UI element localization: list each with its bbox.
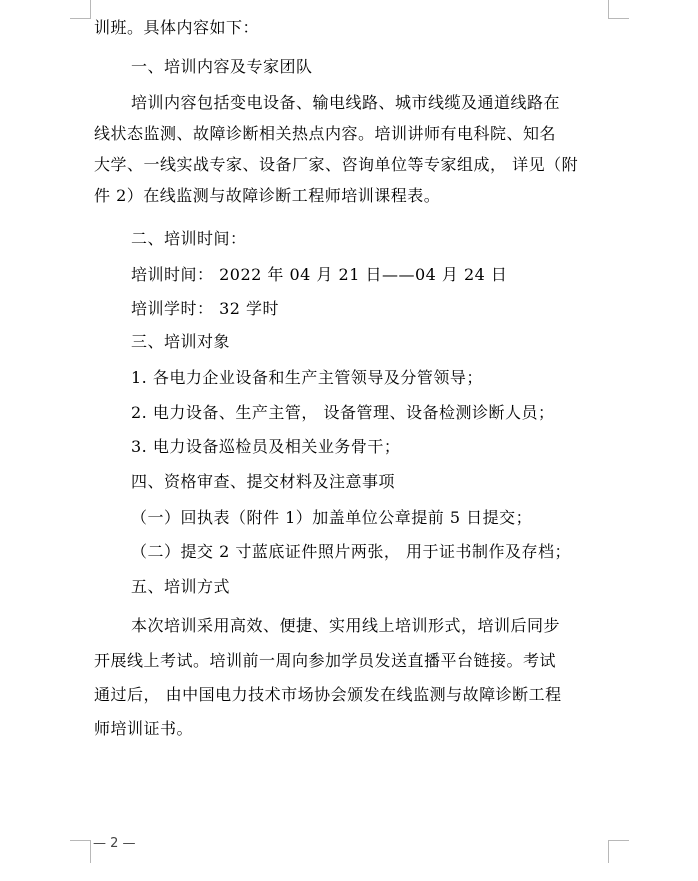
training-hours-line: 培训学时： 32 学时 xyxy=(131,299,280,318)
body-line: 培训内容包括变电设备、输电线路、城市线缆及通道线路在 xyxy=(131,93,561,112)
list-item: （二）提交 2 寸蓝底证件照片两张， 用于证书制作及存档； xyxy=(131,542,571,561)
list-item: 2. 电力设备、生产主管， 设备管理、设备检测诊断人员； xyxy=(131,403,555,422)
list-item: （一）回执表（附件 1）加盖单位公章提前 5 日提交； xyxy=(131,508,533,527)
body-line: 本次培训采用高效、便捷、实用线上培训形式，培训后同步 xyxy=(131,616,561,635)
crop-mark-top-left xyxy=(70,0,91,19)
crop-mark-bottom-right xyxy=(608,840,629,863)
page-number: — 2 — xyxy=(93,836,136,851)
section-heading-time: 二、培训时间： xyxy=(131,229,247,248)
body-line: 线状态监测、故障诊断相关热点内容。培训讲师有电科院、知名 xyxy=(94,124,557,143)
body-line: 件 2）在线监测与故障诊断工程师培训课程表。 xyxy=(94,186,441,205)
list-item: 3. 电力设备巡检员及相关业务骨干； xyxy=(131,437,401,456)
section-heading-qualification: 四、资格审查、提交材料及注意事项 xyxy=(131,472,396,491)
section-heading-method: 五、培训方式 xyxy=(131,577,231,596)
section-heading-audience: 三、培训对象 xyxy=(131,332,231,351)
body-line: 大学、一线实战专家、设备厂家、咨询单位等专家组成， 详见（附 xyxy=(94,155,579,174)
body-line: 师培训证书。 xyxy=(94,719,194,738)
body-line-continuation: 训班。具体内容如下： xyxy=(94,18,260,37)
crop-mark-top-right xyxy=(608,0,629,19)
body-line: 通过后， 由中国电力技术市场协会颁发在线监测与故障诊断工程 xyxy=(94,685,562,704)
training-time-line: 培训时间： 2022 年 04 月 21 日——04 月 24 日 xyxy=(131,265,508,284)
crop-mark-bottom-left xyxy=(70,840,91,863)
list-item: 1. 各电力企业设备和生产主管领导及分管领导； xyxy=(131,368,483,387)
section-heading-content: 一、培训内容及专家团队 xyxy=(131,57,313,76)
body-line: 开展线上考试。培训前一周向参加学员发送直播平台链接。考试 xyxy=(94,651,557,670)
